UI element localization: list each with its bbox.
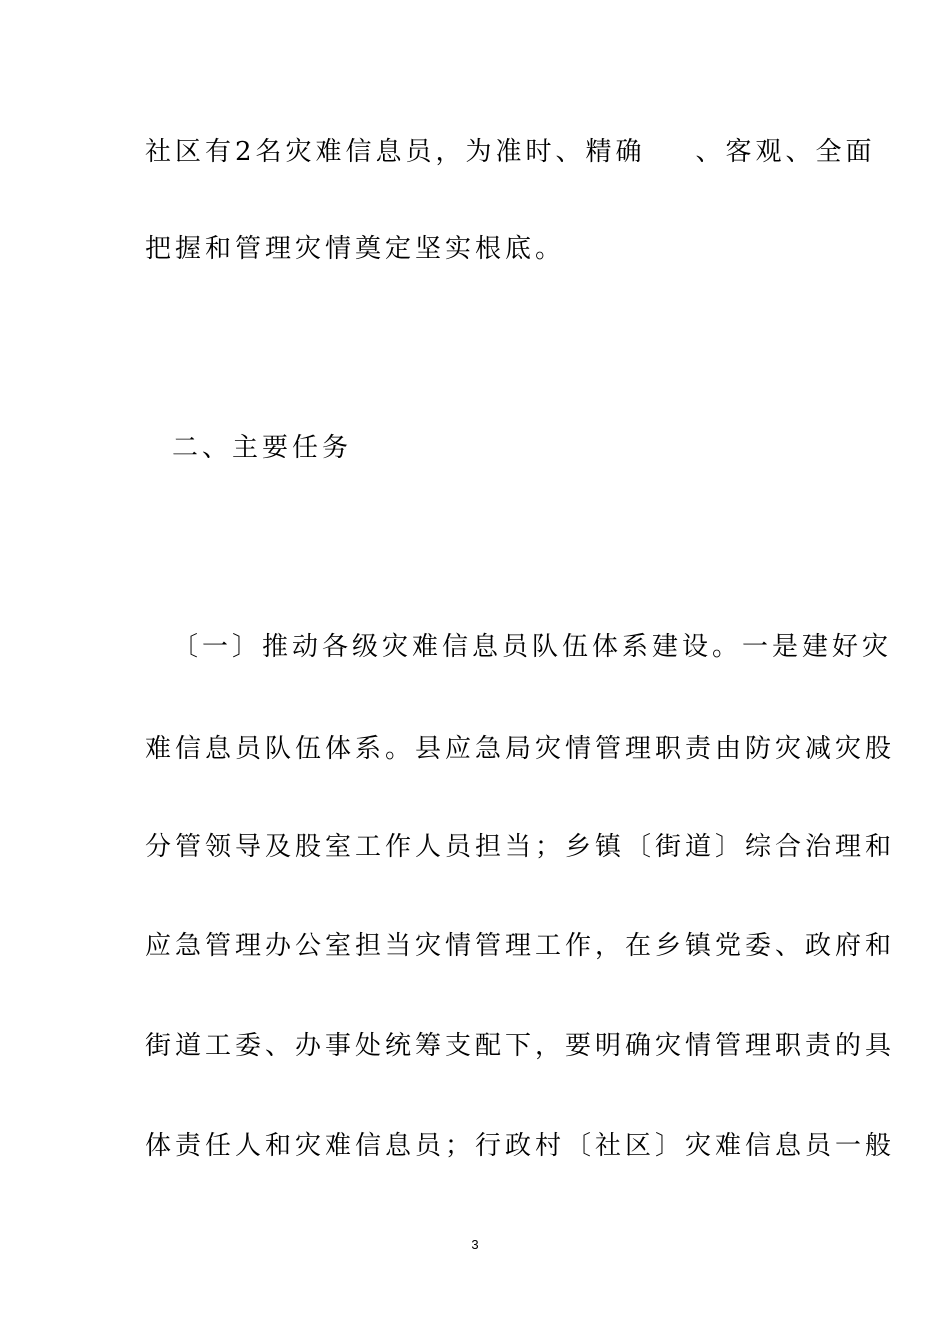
paragraph2-line: 难信息员队伍体系。县应急局灾情管理职责由防灾减灾股 <box>145 734 896 764</box>
paragraph2-line: 体责任人和灾难信息员；行政村〔社区〕灾难信息员一般 <box>145 1131 896 1161</box>
paragraph1-line1 <box>145 136 876 168</box>
paragraph2-line: 分管领导及股室工作人员担当；乡镇〔街道〕综合治理和 <box>145 832 896 862</box>
paragraph1-line1-part1: 社区有2名灾难信息员，为准时、精确 <box>145 137 646 167</box>
paragraph1-line2: 把握和管理灾情奠定坚实根底。 <box>145 234 566 264</box>
paragraph2-line: 街道工委、办事处统筹支配下，要明确灾情管理职责的具 <box>145 1031 896 1061</box>
paragraph2-line: 〔一〕推动各级灾难信息员队伍体系建设。一是建好灾 <box>172 632 893 662</box>
paragraph2-line: 应急管理办公室担当灾情管理工作，在乡镇党委、政府和 <box>145 931 896 961</box>
page-number: 3 <box>471 1237 479 1252</box>
section-heading: 二、主要任务 <box>172 433 353 463</box>
paragraph1-line1-part2: 、客观、全面 <box>695 137 876 167</box>
